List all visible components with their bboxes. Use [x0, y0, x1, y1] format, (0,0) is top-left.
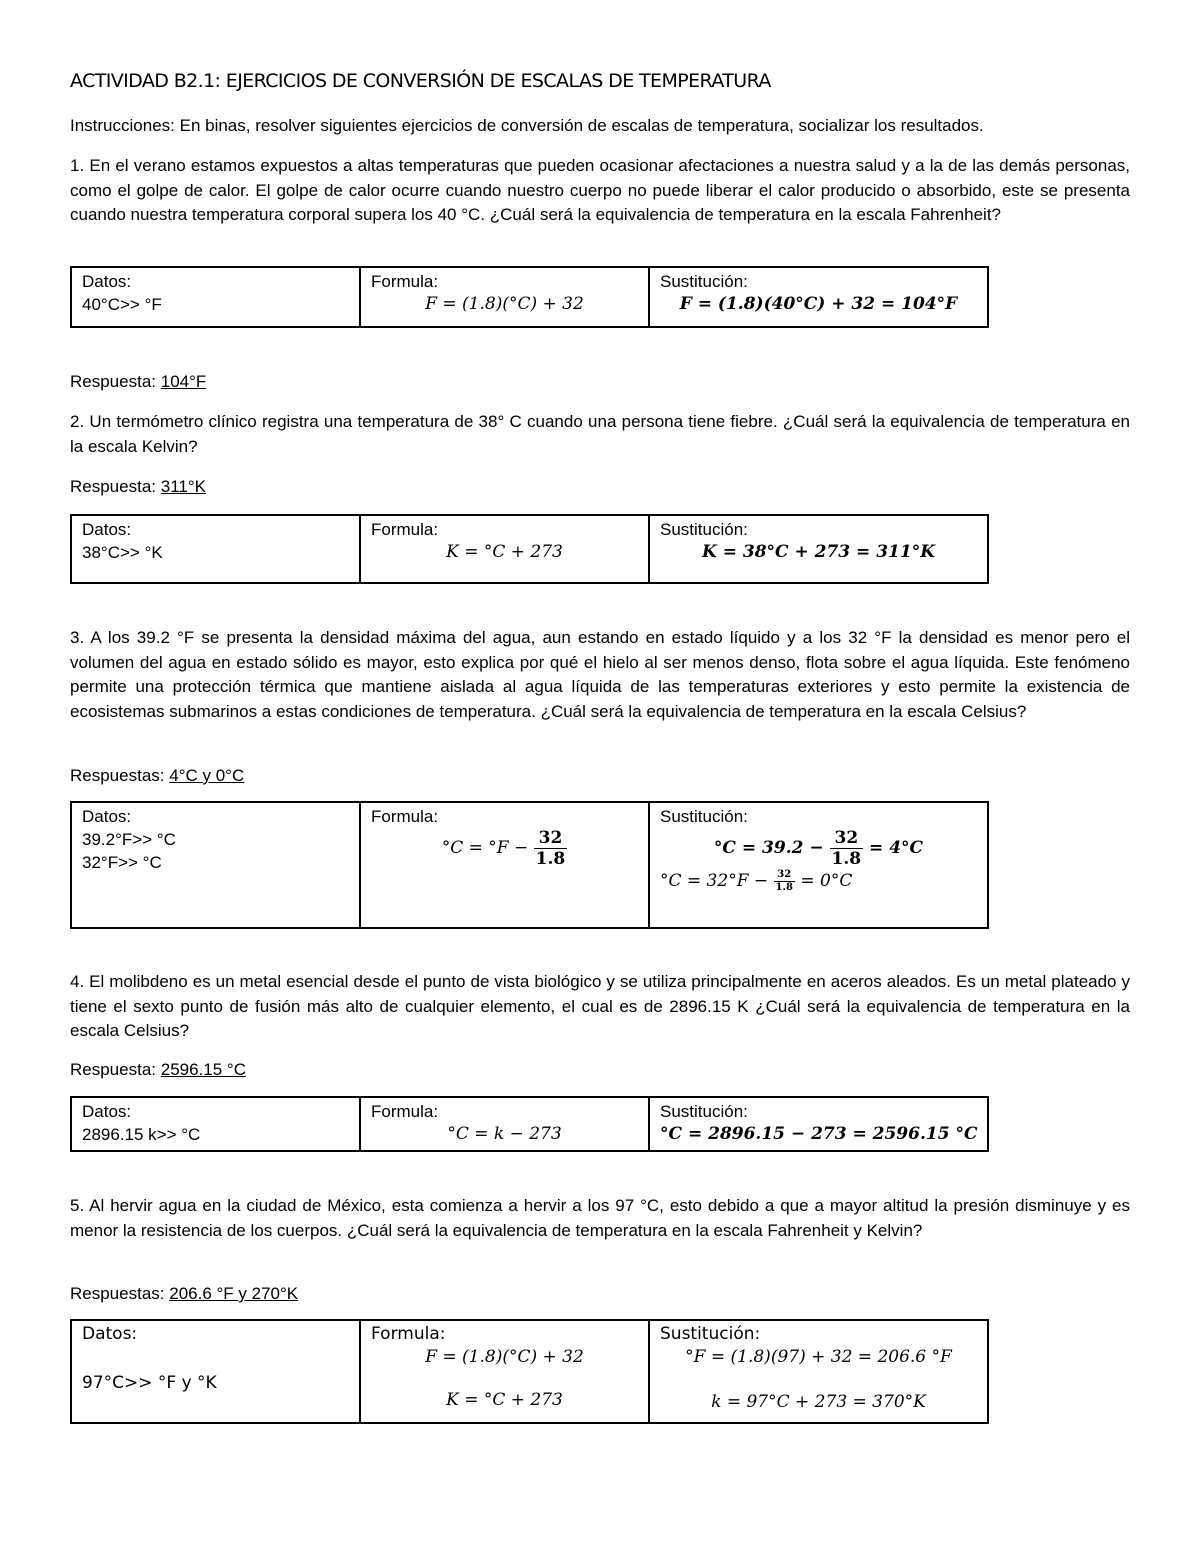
answer-value: 206.6 °F y 270°K — [169, 1284, 299, 1303]
answer-label: Respuesta: — [70, 1060, 161, 1079]
formula-lhs: °C = °F − — [441, 838, 534, 858]
datos-value: 38°C>> °K — [82, 543, 163, 562]
formula-cell — [360, 802, 649, 928]
exercise-4-question: 4. El molibdeno es un metal esencial desde el punto de vista biológico y se utiliza principalmente en aceros aleados. Es un metal plateado y tiene el sexto punto de fusión más alto de cualquier elemento, el cual es de 2896.15 K ¿Cuál será la equivalencia de temperatura en la escala Celsius? — [70, 972, 1130, 1040]
fraction-numerator: 32 — [774, 869, 795, 882]
sustitucion-label: Sustitución: — [660, 272, 748, 291]
formula-cell — [360, 1097, 649, 1151]
formula-expression: K = °C + 273 — [446, 542, 563, 562]
fraction-numerator: 32 — [830, 828, 864, 849]
exercise-1-answer — [70, 370, 206, 394]
formula-label: Formula: — [371, 807, 439, 826]
sust-rhs: = 0°C — [794, 871, 853, 891]
answer-value: 104°F — [160, 372, 207, 391]
answer-label: Respuestas: — [70, 1284, 170, 1303]
answer-value: 4°C y 0°C — [169, 766, 245, 785]
formula-expression-1: F = (1.8)(°C) + 32 — [425, 1347, 584, 1367]
sustitucion-cell — [649, 802, 988, 928]
sustitucion-expression: K = 38°C + 273 = 311°K — [702, 542, 935, 562]
answer-label: Respuesta: — [70, 372, 161, 391]
formula-label: Formula: — [371, 1324, 446, 1344]
answer-value: 2596.15 °C — [160, 1060, 246, 1079]
datos-label: Datos: — [82, 807, 132, 826]
sust-rhs: = 4°C — [863, 838, 924, 858]
exercise-4-table — [70, 1096, 989, 1152]
answer-value: 311°K — [160, 477, 206, 496]
datos-cell — [71, 802, 360, 928]
exercise-3-question: 3. A los 39.2 °F se presenta la densidad máxima del agua, aun estando en estado líquido y a los 32 °F la densidad es menor pero el volumen del agua en estado sólido es mayor, esto explica por qué el hielo al ser menos denso, flota sobre el agua líquida. Este fenómeno permite una protección térmica que mantiene aislada al agua líquida de las temperaturas exteriores y esto permite la existencia de ecosistemas submarinos a estas condiciones de temperatura. ¿Cuál será la equivalencia de temperatura en la escala Celsius? — [70, 628, 1130, 721]
formula-fraction — [534, 828, 568, 869]
answer-label: Respuesta: — [70, 477, 161, 496]
datos-cell — [71, 515, 360, 583]
datos-value: 97°C>> °F y °K — [82, 1373, 217, 1393]
formula-cell — [360, 515, 649, 583]
exercise-5-question: 5. Al hervir agua en la ciudad de México, esta comienza a hervir a los 97 °C, esto debido a que a mayor altitud la presión disminuye y es menor la resistencia de los cuerpos. ¿Cuál será la equivalencia de temperatura en la escala Fahrenheit y Kelvin? — [70, 1196, 1130, 1240]
formula-expression: F = (1.8)(°C) + 32 — [425, 294, 584, 314]
exercise-2-question: 2. Un termómetro clínico registra una temperatura de 38° C cuando una persona tiene fiebre. ¿Cuál será la equivalencia de temperatura en la escala Kelvin? — [70, 412, 1130, 456]
datos-value: 40°C>> °F — [82, 295, 162, 314]
sustitucion-cell — [649, 1320, 988, 1423]
formula-expression-2: K = °C + 273 — [446, 1390, 563, 1410]
exercise-3-table — [70, 801, 989, 929]
answer-label: Respuestas: — [70, 766, 170, 785]
sustitucion-label: Sustitución: — [660, 1324, 761, 1344]
exercise-3-answer — [70, 764, 244, 788]
exercise-1-table — [70, 266, 989, 328]
sustitucion-cell — [649, 515, 988, 583]
formula-label: Formula: — [371, 1102, 439, 1121]
sust-lhs: °C = 32°F − — [660, 871, 774, 891]
page-title: ACTIVIDAD B2.1: EJERCICIOS DE CONVERSIÓN DE ESCALAS DE TEMPERATURA — [70, 70, 771, 92]
datos-value: 32°F>> °C — [82, 853, 162, 872]
sustitucion-cell — [649, 267, 988, 327]
sust-fraction — [830, 828, 864, 869]
sustitucion-expression-2: k = 97°C + 273 = 370°K — [711, 1392, 926, 1412]
datos-label: Datos: — [82, 1102, 132, 1121]
fraction-numerator: 32 — [534, 828, 568, 849]
exercise-1-question: 1. En el verano estamos expuestos a altas temperaturas que pueden ocasionar afectaciones a nuestra salud y a la de las demás personas, como el golpe de calor. El golpe de calor ocurre cuando nuestro cuerpo no puede liberar el calor producido o absorbido, este se presenta cuando nuestra temperatura corporal supera los 40 °C. ¿Cuál será la equivalencia de temperatura en la escala Fahrenheit? — [70, 156, 1130, 224]
sustitucion-cell — [649, 1097, 988, 1151]
instructions: Instrucciones: En binas, resolver siguientes ejercicios de conversión de escalas de temperatura, socializar los resultados. — [70, 116, 984, 135]
fraction-denominator: 1.8 — [535, 849, 566, 869]
exercise-5-answer — [70, 1282, 298, 1306]
fraction-denominator: 1.8 — [775, 882, 793, 893]
datos-cell — [71, 1320, 360, 1423]
sustitucion-expression: F = (1.8)(40°C) + 32 = 104°F — [679, 294, 958, 314]
exercise-5-table — [70, 1319, 989, 1424]
datos-label: Datos: — [82, 1324, 138, 1344]
formula-label: Formula: — [371, 520, 439, 539]
formula-expression: °C = k − 273 — [447, 1124, 562, 1144]
sustitucion-label: Sustitución: — [660, 807, 748, 826]
datos-label: Datos: — [82, 272, 132, 291]
datos-value: 39.2°F>> °C — [82, 830, 176, 849]
formula-cell — [360, 267, 649, 327]
datos-value: 2896.15 k>> °C — [82, 1125, 201, 1144]
sustitucion-label: Sustitución: — [660, 1102, 748, 1121]
formula-expression — [371, 828, 638, 869]
sustitucion-expression-1 — [660, 828, 977, 869]
exercise-2-answer — [70, 475, 206, 499]
datos-cell — [71, 1097, 360, 1151]
sust-lhs: °C = 39.2 − — [713, 838, 830, 858]
formula-label: Formula: — [371, 272, 439, 291]
sust-fraction — [774, 869, 795, 894]
sustitucion-label: Sustitución: — [660, 520, 748, 539]
fraction-denominator: 1.8 — [831, 849, 862, 869]
sustitucion-expression-2 — [660, 869, 977, 894]
sustitucion-expression: °C = 2896.15 − 273 = 2596.15 °C — [660, 1124, 978, 1144]
datos-label: Datos: — [82, 520, 132, 539]
exercise-4-answer — [70, 1058, 246, 1082]
formula-cell — [360, 1320, 649, 1423]
exercise-2-table — [70, 514, 989, 584]
datos-cell — [71, 267, 360, 327]
sustitucion-expression-1: °F = (1.8)(97) + 32 = 206.6 °F — [685, 1347, 952, 1367]
